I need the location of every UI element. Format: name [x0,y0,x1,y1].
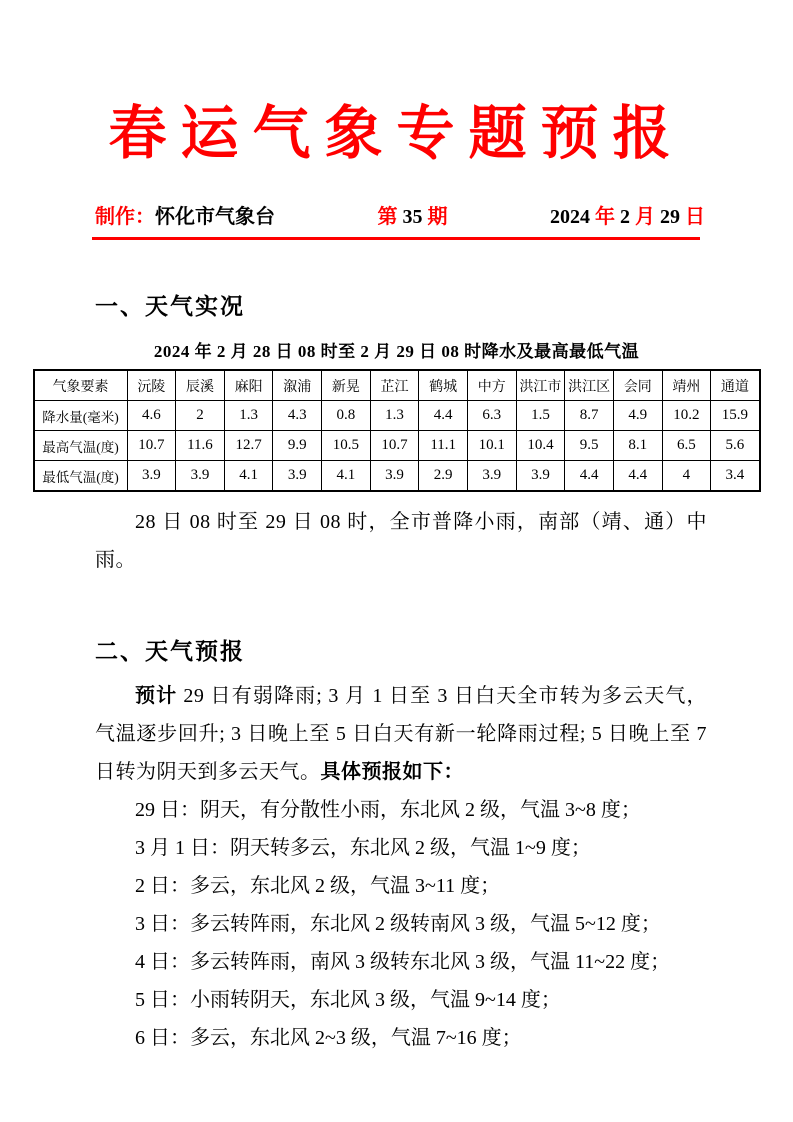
table-cell: 10.1 [467,431,516,461]
table-cell: 11.1 [419,431,468,461]
forecast-list [95,791,707,1057]
table-header-cell: 洪江区 [565,370,614,401]
date-year: 2024 [550,206,595,228]
table-cell: 5.6 [711,431,760,461]
red-divider-rule [92,237,700,240]
table-header-cell: 辰溪 [176,370,225,401]
table-header-cell: 麻阳 [224,370,273,401]
forecast-item: 29 日：阴天，有分散性小雨，东北风 2 级，气温 3~8 度； [135,799,641,821]
table-cell: 10.4 [516,431,565,461]
table-row-header-cell: 最低气温(度) [34,461,128,492]
issue-suffix: 期 [422,206,448,228]
issue-prefix: 第 [377,206,403,228]
maker-info [95,200,275,229]
table-cell: 1.3 [224,401,273,431]
weather-observation-table [33,369,761,492]
table-cell: 2 [176,401,225,431]
forecast-item: 5 日：小雨转阴天，东北风 3 级，气温 9~14 度； [135,989,561,1011]
table-cell: 10.2 [662,401,711,431]
table-row [34,461,760,492]
table-cell: 1.3 [370,401,419,431]
date-month: 2 [615,206,635,228]
issue-number [378,200,448,229]
table-cell: 3.9 [176,461,225,492]
document-title: 春运气象专题预报 [108,99,685,167]
table-cell: 10.7 [127,431,176,461]
issue-date [550,200,705,229]
forecast-intro-paragraph [95,677,707,791]
table-header-cell: 气象要素 [34,370,128,401]
maker-value: 怀化市气象台 [155,206,275,228]
table-cell: 6.5 [662,431,711,461]
table-cell: 3.9 [273,461,322,492]
table-body [34,401,760,492]
table-header-cell: 沅陵 [127,370,176,401]
table-row [34,401,760,431]
table-cell: 4.4 [565,461,614,492]
forecast-intro-lead: 预计 [135,685,178,707]
forecast-item: 3 日：多云转阵雨，东北风 2 级转南风 3 级，气温 5~12 度； [135,913,661,935]
table-cell: 3.9 [127,461,176,492]
table-cell: 10.5 [322,431,371,461]
table-cell: 3.9 [516,461,565,492]
table-cell: 15.9 [711,401,760,431]
table-cell: 4.1 [322,461,371,492]
forecast-item: 2 日：多云，东北风 2 级，气温 3~11 度； [135,875,501,897]
table-cell: 9.5 [565,431,614,461]
table-cell: 4.6 [127,401,176,431]
table-cell: 3.9 [370,461,419,492]
issue-value: 35 [402,206,423,228]
table-cell: 4.1 [224,461,273,492]
table-cell: 3.4 [711,461,760,492]
forecast-intro-tail: 具体预报如下： [320,761,464,783]
table-row-header-cell: 降水量(毫米) [34,401,128,431]
maker-label: 制作： [95,206,155,228]
forecast-item: 6 日：多云，东北风 2~3 级，气温 7~16 度； [135,1027,522,1049]
table-header-cell: 鹤城 [419,370,468,401]
table-cell: 4 [662,461,711,492]
forecast-intro-text: 29 日有弱降雨; 3 月 1 日至 3 日白天全市转为多云天气，气温逐步回升; 3 日晚上至 5 日白天有新一轮降雨过程; 5 日晚上至 7 日转为阴天到多云天气。 [95,685,708,783]
table-cell: 1.5 [516,401,565,431]
table-cell: 6.3 [467,401,516,431]
section1-heading: 一、天气实况 [95,293,245,319]
date-year-unit: 年 [595,206,615,228]
date-day: 29 [655,206,685,228]
section2-heading: 二、天气预报 [95,638,245,664]
forecast-item: 4 日：多云转阵雨，南风 3 级转东北风 3 级，气温 11~22 度； [135,951,671,973]
table-row-header-cell: 最高气温(度) [34,431,128,461]
bulletin-info-row [95,200,705,229]
table-header-cell: 通道 [711,370,760,401]
table-header-cell: 芷江 [370,370,419,401]
table-header-cell: 洪江市 [516,370,565,401]
table-cell: 11.6 [176,431,225,461]
table-header-cell: 新晃 [322,370,371,401]
table-header-cell: 溆浦 [273,370,322,401]
table-cell: 0.8 [322,401,371,431]
table-cell: 4.9 [613,401,662,431]
table-header-cell: 中方 [467,370,516,401]
table-cell: 10.7 [370,431,419,461]
table-row [34,431,760,461]
date-month-unit: 月 [635,206,655,228]
table-cell: 4.3 [273,401,322,431]
table-header-cell: 靖州 [662,370,711,401]
table-header-cell: 会同 [613,370,662,401]
forecast-item: 3 月 1 日：阴天转多云，东北风 2 级，气温 1~9 度； [135,837,591,859]
table-cell: 2.9 [419,461,468,492]
table-cell: 8.1 [613,431,662,461]
table-cell: 9.9 [273,431,322,461]
table-cell: 4.4 [419,401,468,431]
table-cell: 4.4 [613,461,662,492]
section1-paragraph: 28 日 08 时至 29 日 08 时，全市普降小雨，南部（靖、通）中雨。 [95,511,707,571]
table-cell: 12.7 [224,431,273,461]
date-day-unit: 日 [685,206,705,228]
table-header-row [34,370,760,401]
weather-table-title: 2024 年 2 月 28 日 08 时至 2 月 29 日 08 时降水及最高最低气温 [153,342,640,361]
table-cell: 3.9 [467,461,516,492]
table-cell: 8.7 [565,401,614,431]
